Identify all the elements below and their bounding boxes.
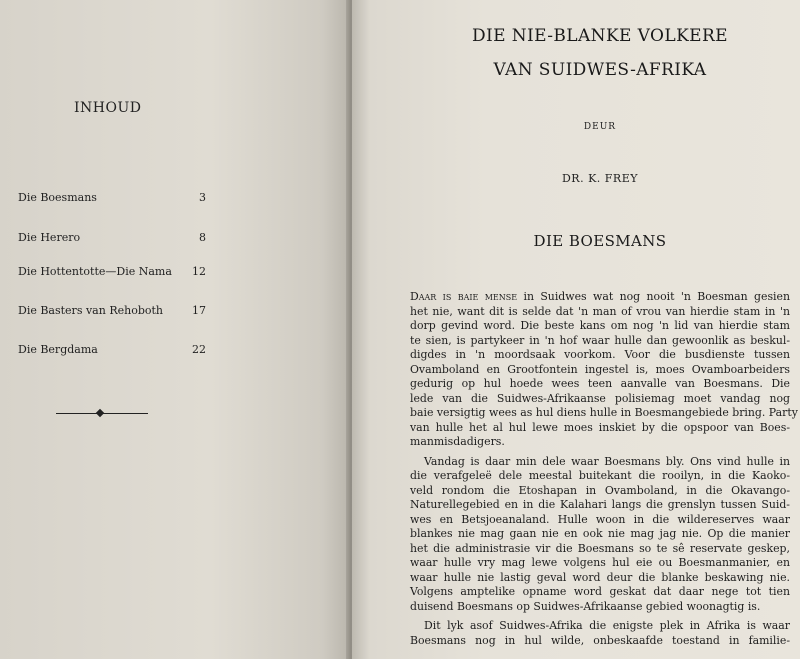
toc-page-number: 22: [192, 343, 206, 356]
text-line: veld rondom die Etoshapan in Ovamboland, in die Okavango-: [410, 483, 790, 497]
text-line: wes en Betsjoeanaland. Hulle woon in die wildereserves waar: [410, 512, 790, 526]
text-line: gedurig op hul hoede wees teen aanvalle van Boesmans. Die: [410, 377, 790, 390]
paragraph-2: [410, 455, 790, 615]
main-title-line-2: VAN SUIDWES-AFRIKA: [493, 60, 707, 80]
text-line: dorp gevind word. Die beste kans om nog 'n lid van hierdie stam: [410, 319, 790, 332]
toc-title: Die Boesmans: [18, 191, 97, 204]
article-body: [410, 290, 798, 648]
text-line: waar hulle vry mag lewe volgens hul eie ou Boesmanmanier, en: [410, 556, 790, 569]
text-line: van hulle het al hul lewe moes inskiet by die opspoor van Boes-: [410, 420, 790, 434]
text-line: lede van die Suidwes-Afrikaanse polisiemag moet vandag nog: [410, 391, 790, 405]
diamond-ornament-icon: [96, 409, 104, 417]
toc-title: Die Hottentotte—Die Nama: [18, 265, 172, 278]
text-line: Dit lyk asof Suidwes-Afrika die enigste plek in Afrika is waar: [424, 619, 790, 632]
toc-title: Die Bergdama: [18, 343, 98, 356]
toc-page-number: 8: [199, 231, 206, 244]
toc-page-number: 17: [192, 304, 206, 317]
left-page: [0, 0, 350, 659]
text-line: blankes nie mag gaan nie en ook nie mag jag nie. Op die manier: [410, 527, 790, 540]
paragraph-3: [410, 619, 790, 648]
text-line: die verafgeleë dele meestal buitekant die rooilyn, in die Kaoko-: [410, 469, 790, 482]
toc-page-number: 12: [192, 265, 206, 278]
text-line: digdes in 'n moordsaak voorkom. Voor die busdienste tussen: [410, 348, 790, 361]
section-title: DIE BOESMANS: [533, 232, 667, 250]
text-line: Volgens amptelike opname word geskat dat daar nege tot tien: [410, 585, 790, 598]
toc-title: Die Basters van Rehoboth: [18, 304, 163, 317]
text-line: waar hulle nie lastig geval word deur die blanke beskawing nie.: [410, 570, 790, 584]
text-line: Ovamboland en Grootfontein ingestel is, moes Ovamboarbeiders: [410, 362, 790, 376]
text-line: duisend Boesmans op Suidwes-Afrikaanse gebied woonagtig is.: [410, 599, 761, 613]
text-line: het nie, want dit is selde dat 'n man of vrou van hierdie stam in 'n: [410, 304, 790, 318]
byline-label: DEUR: [583, 122, 617, 132]
text-line: manmisdadigers.: [410, 435, 505, 448]
text-line: het die administrasie vir die Boesmans so te sê reservate geskep,: [410, 541, 790, 555]
text-line: in Suidwes wat nog nooit 'n Boesman gesien: [517, 290, 790, 303]
paragraph-lead: Daar is baie mense: [410, 290, 518, 303]
text-line: Vandag is daar min dele waar Boesmans bly. Ons vind hulle in: [424, 454, 790, 468]
contents-heading: INHOUD: [74, 100, 142, 116]
paragraph-1: [410, 290, 798, 450]
toc-page-number: 3: [199, 191, 206, 204]
text-line: Boesmans nog in hul wilde, onbeskaafde toestand in familie-: [410, 633, 790, 647]
author-name: DR. K. FREY: [561, 172, 638, 185]
toc-title: Die Herero: [18, 231, 81, 244]
text-line: te sien, is partykeer in 'n hof waar hulle dan gewoonlik as beskul-: [410, 333, 790, 347]
text-line: baie versigtig wees as hul diens hulle in Boesmangebiede bring. Party: [410, 406, 798, 419]
text-line: Naturellegebied en in die Kalahari langs die grenslyn tussen Suid-: [410, 498, 790, 511]
main-title-line-1: DIE NIE-BLANKE VOLKERE: [472, 26, 728, 46]
